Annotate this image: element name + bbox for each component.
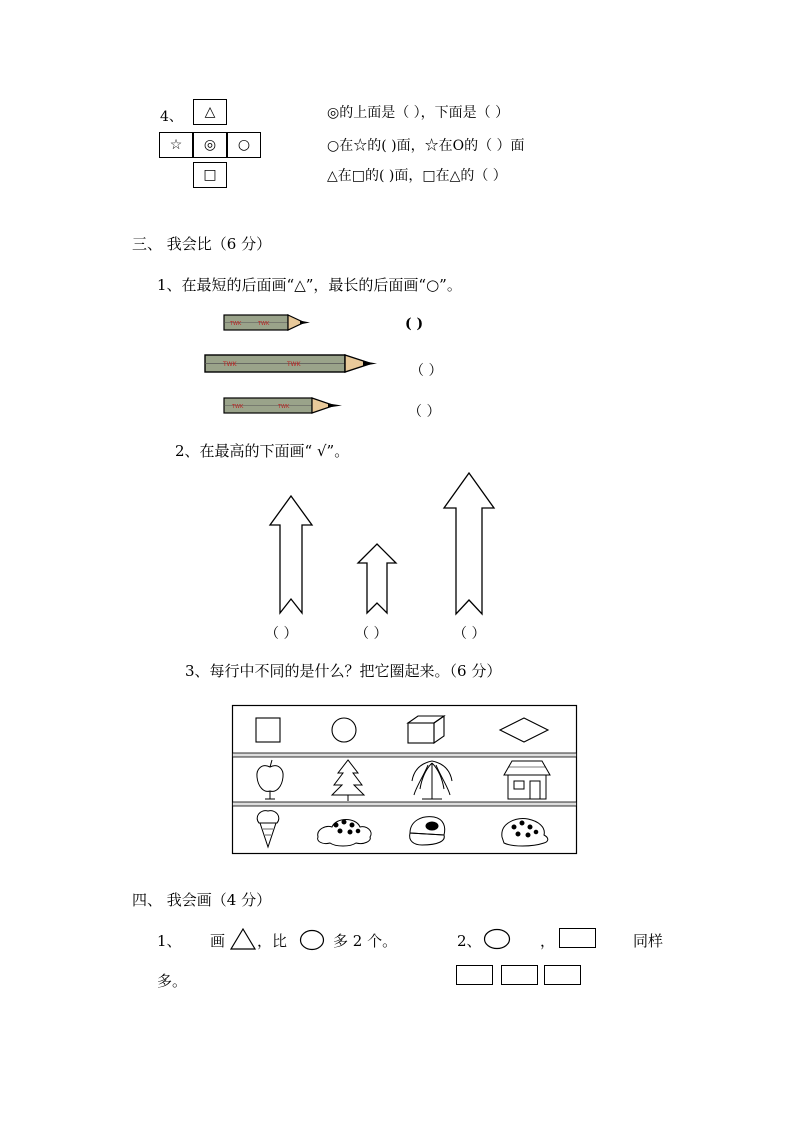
pencil-short-1 (224, 314, 314, 332)
pencil-label: TWK (287, 361, 301, 368)
q4-line-2: ○在☆的( )面，☆在O的（ ）面 (327, 138, 525, 154)
circle-icon (299, 929, 325, 951)
s4-q1-comma: ，比 (257, 932, 288, 950)
s4-q1-end: 多。 (157, 972, 188, 990)
pencil-long (205, 354, 381, 374)
s4-q1-draw: 画 (210, 932, 226, 950)
triangle-icon (230, 928, 256, 950)
cell-center: ◎ (193, 132, 227, 158)
s3-q2-bracket-3[interactable]: （ ） (453, 626, 486, 642)
rectangle-icon (456, 965, 493, 985)
cell-top: △ (193, 99, 227, 125)
pencil-label: TWK (230, 321, 242, 327)
rectangle-icon (559, 928, 596, 948)
arrow-short (356, 543, 398, 615)
s3-q2-bracket-2[interactable]: （ ） (355, 626, 388, 642)
cell-right: ○ (227, 132, 261, 158)
cell-left: ☆ (159, 132, 193, 158)
section-3-heading: 三、 我会比（6 分） (132, 235, 272, 253)
pencil-label: TWK (223, 361, 237, 368)
s4-q1-prefix: 1、 (157, 932, 182, 950)
s3-q1-bracket-3[interactable]: （ ） (408, 404, 441, 420)
q4-line-3: △在□的( )面，□在△的（ ） (327, 168, 507, 184)
s3-q1-bracket-2[interactable]: （ ） (410, 363, 443, 379)
s4-q2-suffix: 同样 (633, 932, 664, 950)
s3-q2-text: 2、在最高的下面画“ √”。 (175, 442, 350, 460)
s4-q2-prefix: 2、 (457, 932, 482, 950)
s4-q2-comma: ， (540, 932, 556, 950)
q4-number: 4、 (160, 109, 183, 125)
rectangle-icon (501, 965, 538, 985)
cell-bottom: □ (193, 162, 227, 188)
odd-one-out-table (232, 705, 577, 855)
circle-icon (483, 928, 511, 950)
pencil-label: TWK (232, 404, 244, 410)
s3-q1-text: 1、在最短的后面画“△”，最长的后面画“○”。 (157, 276, 462, 294)
q4-line-1: ◎的上面是（ ），下面是（ ） (327, 105, 510, 121)
pencil-label: TWK (278, 404, 290, 410)
rectangle-icon (544, 965, 581, 985)
s4-q1-suffix: 多 2 个。 (333, 932, 398, 950)
s3-q1-bracket-1[interactable]: ( ) (405, 316, 424, 332)
s3-q2-bracket-1[interactable]: （ ） (265, 626, 298, 642)
s3-q3-text: 3、每行中不同的是什么？把它圈起来。（6 分） (185, 662, 502, 680)
section-4-heading: 四、 我会画（4 分） (132, 891, 272, 909)
arrow-medium (268, 495, 314, 615)
pencil-short-2 (224, 397, 350, 415)
pencil-label: TWK (258, 321, 270, 327)
arrow-tall (442, 472, 496, 616)
